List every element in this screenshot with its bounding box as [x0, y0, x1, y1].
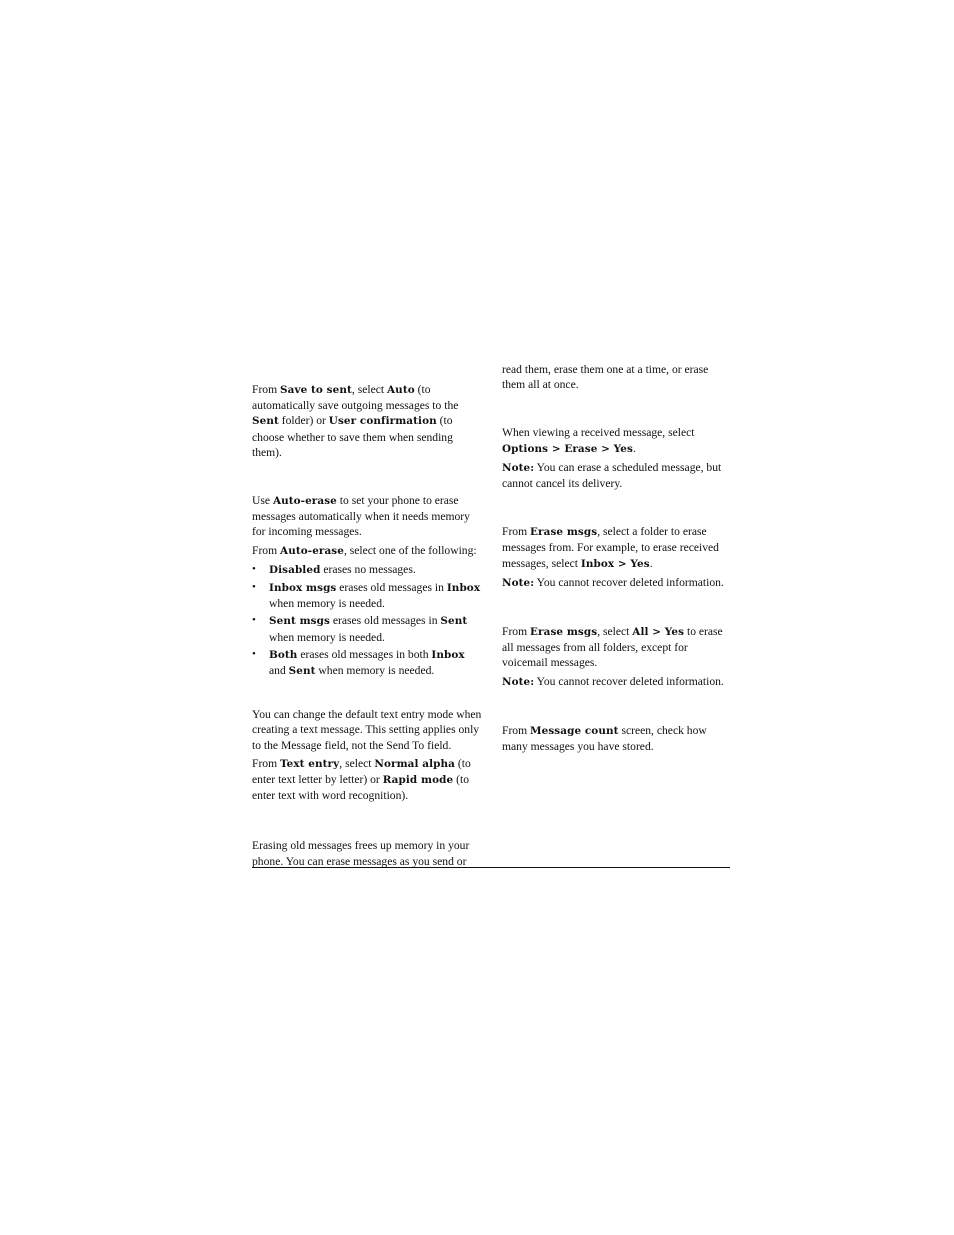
footer-rule — [252, 867, 730, 868]
section-gap — [252, 681, 482, 707]
note-recover: Note: You cannot recover deleted information. — [502, 674, 724, 688]
erasing-continued: read them, erase them one at a time, or erase them all at once. — [502, 363, 709, 392]
section-gap — [502, 494, 732, 524]
menu-term: Erase msgs — [530, 526, 598, 539]
note-label: Note: — [502, 576, 535, 589]
message-count-paragraph: From Message count screen, check how many messages you have stored. — [502, 723, 707, 754]
note-label: Note: — [502, 675, 535, 688]
bullet-icon: • — [252, 647, 256, 660]
list-item: • Disabled erases no messages. — [252, 562, 416, 576]
menu-term: Text entry — [280, 757, 340, 770]
erase-single-paragraph: When viewing a received message, select Options > Erase > Yes. — [502, 426, 695, 455]
menu-term: Inbox — [446, 582, 481, 595]
section-gap — [502, 395, 732, 425]
text-entry-intro: You can change the default text entry mode when creating a text message. This setting applies only to the Message field, not the Send To field. — [252, 708, 482, 752]
menu-term: Normal alpha — [374, 757, 456, 770]
menu-term: Rapid mode — [382, 774, 454, 787]
menu-term: Inbox — [431, 648, 465, 661]
note-label: Note: — [502, 461, 535, 474]
menu-term: Disabled — [269, 563, 321, 576]
list-item: • Sent msgs erases old messages in Sent when memory is needed. — [252, 614, 468, 644]
section-gap — [502, 594, 732, 624]
auto-erase-options — [252, 562, 482, 679]
erase-folder-paragraph: From Erase msgs, select a folder to erase messages from. For example, to erase received messages, select Inbox > Yes. — [502, 525, 719, 570]
menu-term: Options > Erase > Yes — [502, 442, 633, 455]
menu-term: Sent — [440, 615, 468, 628]
bullet-icon: • — [252, 562, 256, 575]
menu-term: Sent — [288, 665, 316, 678]
section-gap — [252, 806, 482, 838]
auto-erase-intro: Use Auto-erase to set your phone to erase messages automatically when it needs memory for incoming messages. — [252, 494, 470, 539]
menu-term: Auto — [387, 384, 415, 396]
menu-term: Auto-erase — [280, 544, 344, 557]
menu-term: Save to sent — [280, 384, 352, 396]
bullet-icon: • — [252, 614, 256, 627]
list-item: • Both erases old messages in both Inbox and Sent when memory is needed. — [252, 647, 465, 678]
menu-term: Auto-erase — [272, 495, 337, 508]
menu-term: User confirmation — [328, 415, 437, 428]
menu-term: Inbox > Yes — [580, 557, 650, 570]
menu-term: All > Yes — [632, 626, 685, 639]
note-scheduled: Note: You can erase a scheduled message, but cannot cancel its delivery. — [502, 460, 722, 491]
left-column — [252, 382, 482, 872]
note-recover: Note: You cannot recover deleted information. — [502, 575, 724, 589]
menu-term: Both — [269, 648, 298, 661]
save-to-sent-paragraph: From Save to sent, select Auto (to automatically save outgoing messages to the Sent folder) or User confirmation (to choose whether to save them when sending them). — [252, 383, 459, 459]
right-column — [502, 362, 732, 757]
auto-erase-select: From Auto-erase, select one of the following: — [252, 543, 477, 557]
menu-term: Erase msgs — [530, 626, 598, 639]
menu-term: Sent — [252, 415, 279, 428]
menu-term: Sent msgs — [269, 615, 330, 628]
erase-all-paragraph: From Erase msgs, select All > Yes to erase all messages from all folders, except for voicemail messages. — [502, 625, 723, 670]
bullet-icon: • — [252, 581, 256, 594]
section-gap — [502, 693, 732, 723]
menu-term: Inbox msgs — [269, 582, 337, 595]
erasing-intro: Erasing old messages frees up memory in your phone. You can erase messages as you send or — [252, 839, 470, 868]
list-item: • Inbox msgs erases old messages in Inbox when memory is needed. — [252, 581, 481, 611]
menu-term: Message count — [530, 724, 619, 737]
text-entry-select: From Text entry, select Normal alpha (to enter text letter by letter) or Rapid mode (to enter text with word recognition). — [252, 756, 471, 803]
section-gap — [252, 463, 482, 493]
